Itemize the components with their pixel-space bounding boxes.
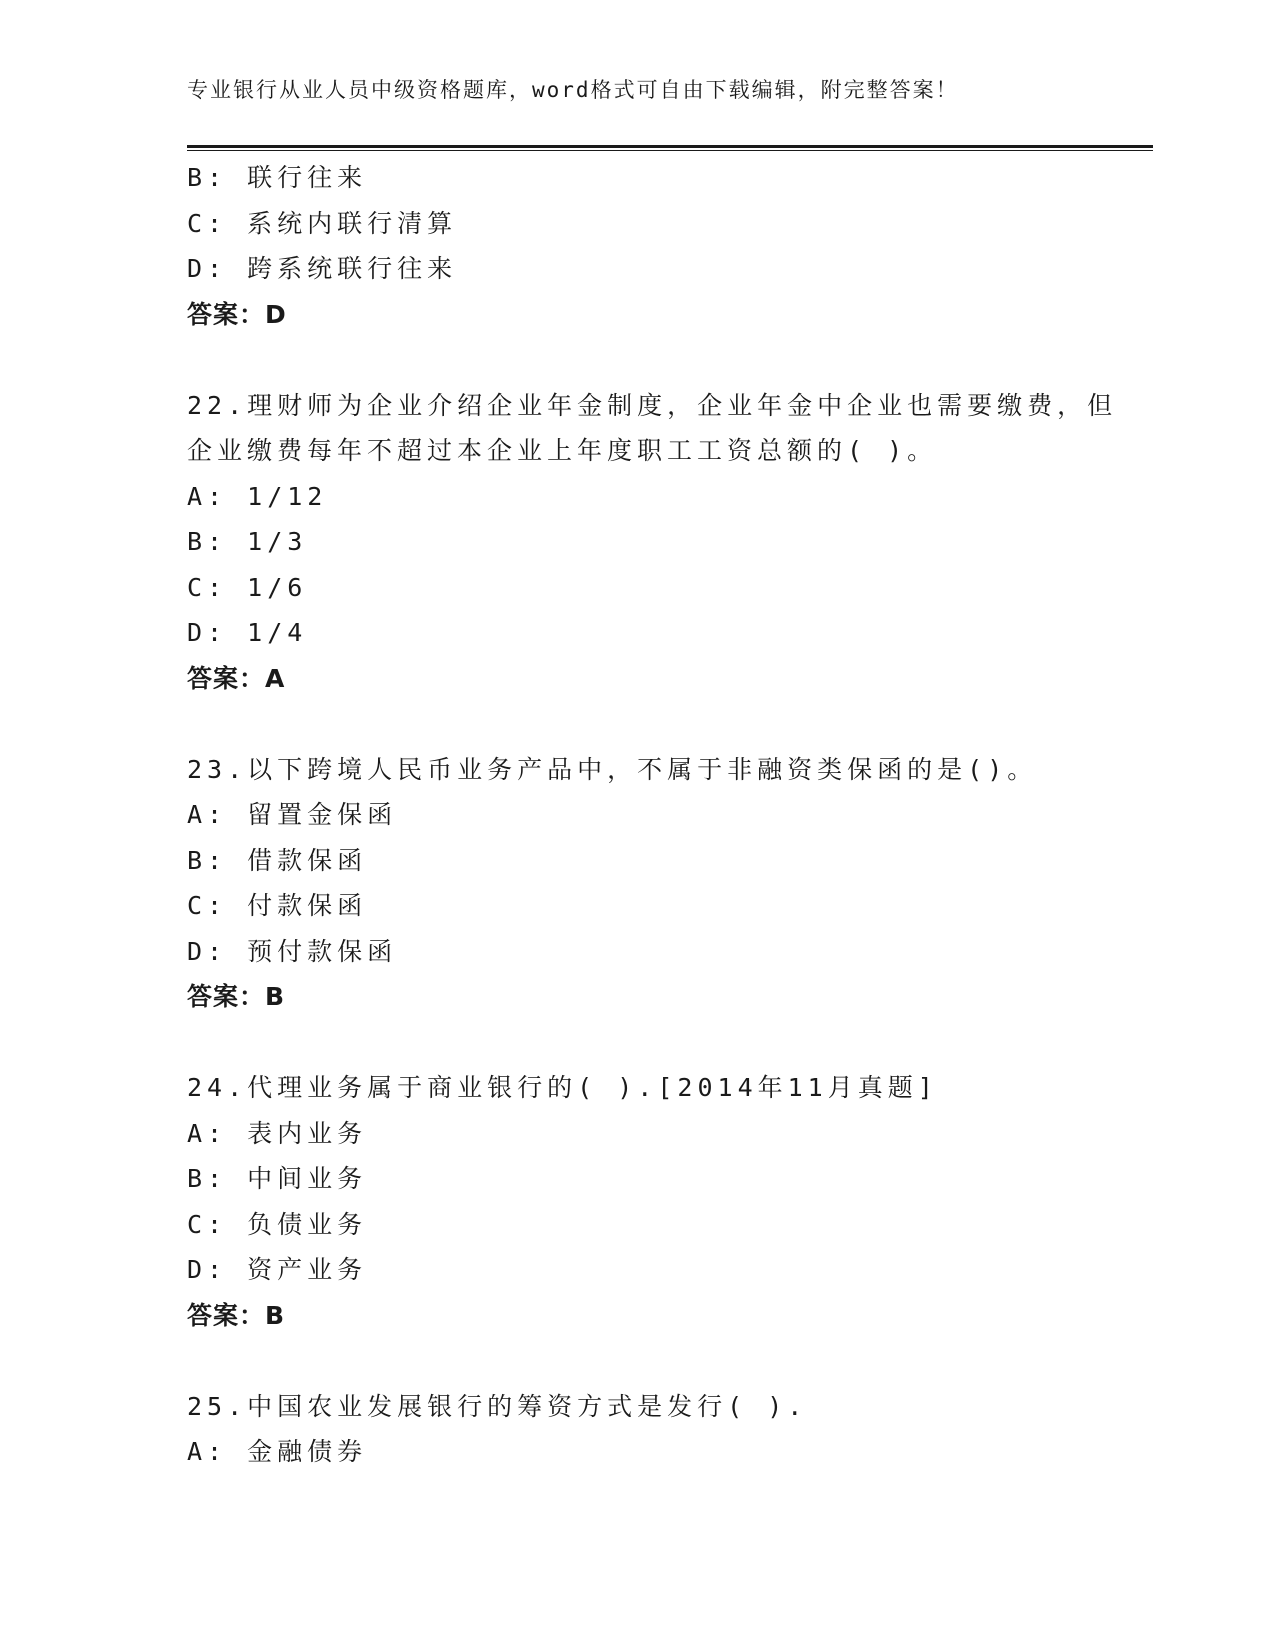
page-header: 专业银行从业人员中级资格题库，word格式可自由下载编辑，附完整答案！ <box>187 78 959 102</box>
header-rule-thick <box>187 145 1153 148</box>
option-line: A: 表内业务 <box>187 1118 368 1148</box>
spacer <box>187 1338 1167 1384</box>
answer-line: 答案：B <box>187 982 286 1011</box>
option-line: D: 预付款保函 <box>187 936 398 966</box>
spacer <box>187 337 1167 383</box>
option-line: C: 1/6 <box>187 572 308 602</box>
question-text: 22.理财师为企业介绍企业年金制度，企业年金中企业也需要缴费，但 <box>187 390 1118 420</box>
option-line: D: 1/4 <box>187 618 308 647</box>
option-line: B: 借款保函 <box>187 845 368 875</box>
question-text: 24.代理业务属于商业银行的( ).[2014年11月真题] <box>187 1073 938 1102</box>
answer-line: 答案：A <box>187 663 286 693</box>
answer-line: 答案：D <box>187 299 287 329</box>
option-line: B: 联行往来 <box>187 163 368 192</box>
header-rule-thin <box>187 150 1153 151</box>
option-line: A: 金融债券 <box>187 1437 368 1466</box>
option-line: C: 负债业务 <box>187 1209 368 1239</box>
question-text: 25.中国农业发展银行的筹资方式是发行( ). <box>187 1391 808 1421</box>
option-line: B: 1/3 <box>187 527 308 556</box>
option-line: B: 中间业务 <box>187 1164 368 1193</box>
option-line: C: 系统内联行清算 <box>187 208 458 238</box>
question-content <box>187 155 1167 1475</box>
spacer <box>187 701 1167 747</box>
question-text: 23.以下跨境人民币业务产品中，不属于非融资类保函的是()。 <box>187 754 1038 784</box>
spacer <box>187 1020 1167 1066</box>
answer-line: 答案：B <box>187 1300 286 1330</box>
option-line: D: 跨系统联行往来 <box>187 254 458 283</box>
question-text: 企业缴费每年不超过本企业上年度职工工资总额的( )。 <box>187 436 938 465</box>
option-line: C: 付款保函 <box>187 891 368 920</box>
option-line: A: 留置金保函 <box>187 800 398 829</box>
option-line: A: 1/12 <box>187 481 328 511</box>
option-line: D: 资产业务 <box>187 1255 368 1284</box>
